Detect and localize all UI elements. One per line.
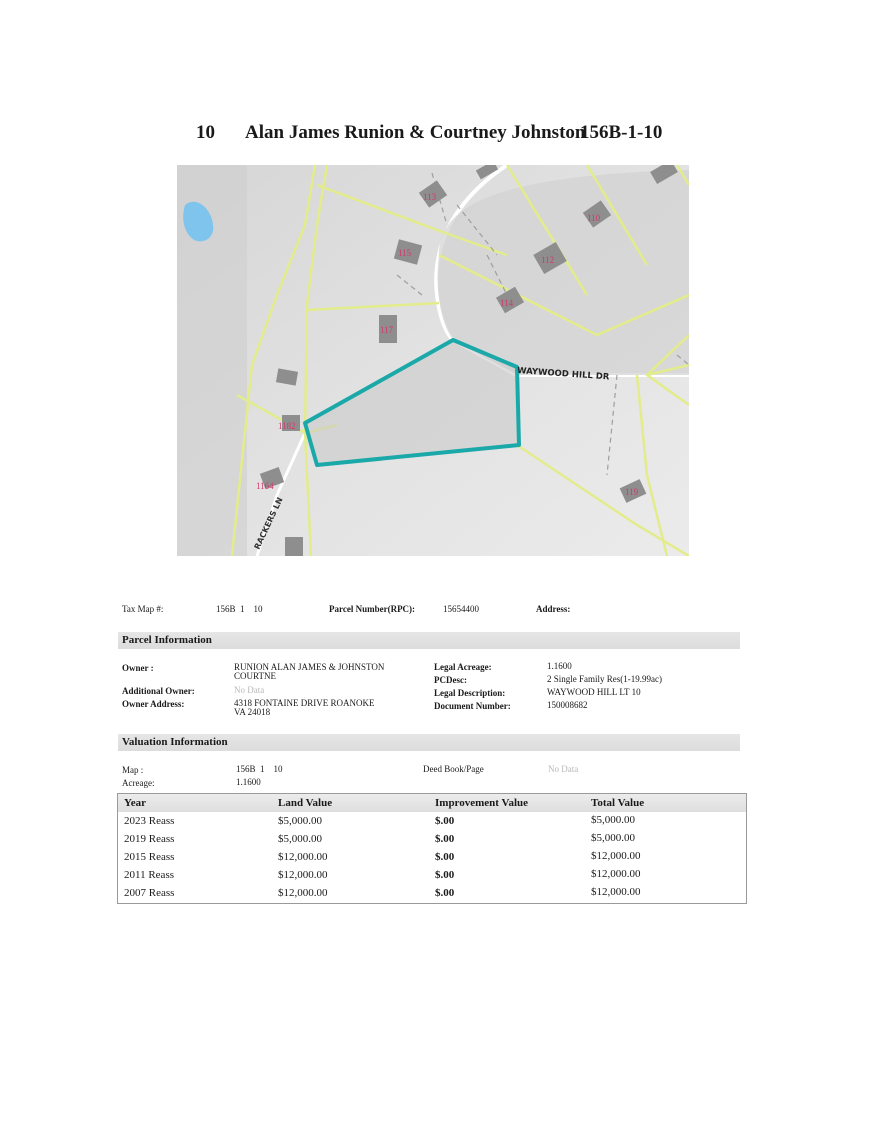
map-value: 156B 1 10 xyxy=(236,764,283,774)
valuation-information-header xyxy=(118,734,740,751)
column-header-land-value: Land Value xyxy=(278,797,333,809)
improvement-value-cell: $.00 xyxy=(435,869,455,881)
owner-address-line1: 4318 FONTAINE DRIVE ROANOKE xyxy=(234,698,375,708)
owner-address-label: Owner Address: xyxy=(122,699,185,709)
parcel-number-label: Parcel Number(RPC): xyxy=(329,604,416,614)
map-label: Map : xyxy=(122,765,144,775)
house-number-110: 110 xyxy=(587,213,601,223)
valuation-table xyxy=(117,793,747,904)
year-cell: 2023 Reass xyxy=(124,815,175,827)
deed-book-page-label: Deed Book/Page xyxy=(423,764,484,774)
section-title: Parcel Information xyxy=(122,634,212,646)
column-header-year: Year xyxy=(124,797,146,809)
total-value-cell: $5,000.00 xyxy=(591,832,635,844)
document-number-value: 150008682 xyxy=(547,700,588,710)
total-value-cell: $12,000.00 xyxy=(591,868,641,880)
house-number-1164: 1164 xyxy=(256,481,274,491)
acreage-value: 1.1600 xyxy=(236,777,261,787)
year-cell: 2019 Reass xyxy=(124,833,175,845)
column-header-improvement-value: Improvement Value xyxy=(435,797,528,809)
document-number-label: Document Number: xyxy=(434,701,511,711)
total-value-cell: $12,000.00 xyxy=(591,886,641,898)
house-number-112: 112 xyxy=(541,255,555,265)
house-number-117: 117 xyxy=(380,325,394,335)
house-number-113: 113 xyxy=(423,192,437,202)
column-header-total-value: Total Value xyxy=(591,797,645,809)
deed-book-page-value: No Data xyxy=(548,764,579,774)
land-value-cell: $12,000.00 xyxy=(278,887,328,899)
parcel-id: 156B-1-10 xyxy=(580,122,663,143)
year-cell: 2007 Reass xyxy=(124,887,175,899)
address-label: Address: xyxy=(536,604,571,614)
owner-value-line1: RUNION ALAN JAMES & JOHNSTON xyxy=(234,662,385,672)
land-value-cell: $12,000.00 xyxy=(278,851,328,863)
parcel-map xyxy=(177,165,689,556)
land-value-cell: $5,000.00 xyxy=(278,815,322,827)
house-number-115: 115 xyxy=(398,248,412,258)
owner-label: Owner : xyxy=(122,663,154,673)
house-number-1182: 1182 xyxy=(278,421,296,431)
house-number-119: 119 xyxy=(625,487,639,497)
parcel-information-header xyxy=(118,632,740,649)
street-label-waywood-hill-dr: WAYWOOD HILL DR xyxy=(516,366,610,383)
year-cell: 2011 Reass xyxy=(124,869,175,881)
total-value-cell: $12,000.00 xyxy=(591,850,641,862)
acreage-label: Acreage: xyxy=(122,778,155,788)
additional-owner-value: No Data xyxy=(234,685,265,695)
additional-owner-label: Additional Owner: xyxy=(122,686,195,696)
table-header xyxy=(118,794,746,812)
legal-description-value: WAYWOOD HILL LT 10 xyxy=(547,687,641,697)
legal-acreage-label: Legal Acreage: xyxy=(434,662,492,672)
tax-map-label: Tax Map #: xyxy=(122,604,164,614)
parcel-number-value: 15654400 xyxy=(443,604,479,614)
total-value-cell: $5,000.00 xyxy=(591,814,635,826)
owner-value-line2: COURTNE xyxy=(234,671,276,681)
owner-address-line2: VA 24018 xyxy=(234,707,271,717)
pcdesc-label: PCDesc: xyxy=(434,675,467,685)
pcdesc-value: 2 Single Family Res(1-19.99ac) xyxy=(547,674,662,684)
owner-names: Alan James Runion & Courtney Johnston xyxy=(245,122,586,143)
house-number-114: 114 xyxy=(500,298,514,308)
improvement-value-cell: $.00 xyxy=(435,815,455,827)
improvement-value-cell: $.00 xyxy=(435,833,455,845)
section-title: Valuation Information xyxy=(122,736,228,748)
street-label-rackers-ln: RACKERS LN xyxy=(252,495,285,551)
improvement-value-cell: $.00 xyxy=(435,887,455,899)
page-title xyxy=(0,122,877,150)
tax-map-value: 156B 1 10 xyxy=(216,604,263,614)
legal-acreage-value: 1.1600 xyxy=(547,661,572,671)
year-cell: 2015 Reass xyxy=(124,851,175,863)
land-value-cell: $5,000.00 xyxy=(278,833,322,845)
land-value-cell: $12,000.00 xyxy=(278,869,328,881)
legal-description-label: Legal Description: xyxy=(434,688,506,698)
lot-number: 10 xyxy=(196,122,215,143)
improvement-value-cell: $.00 xyxy=(435,851,455,863)
